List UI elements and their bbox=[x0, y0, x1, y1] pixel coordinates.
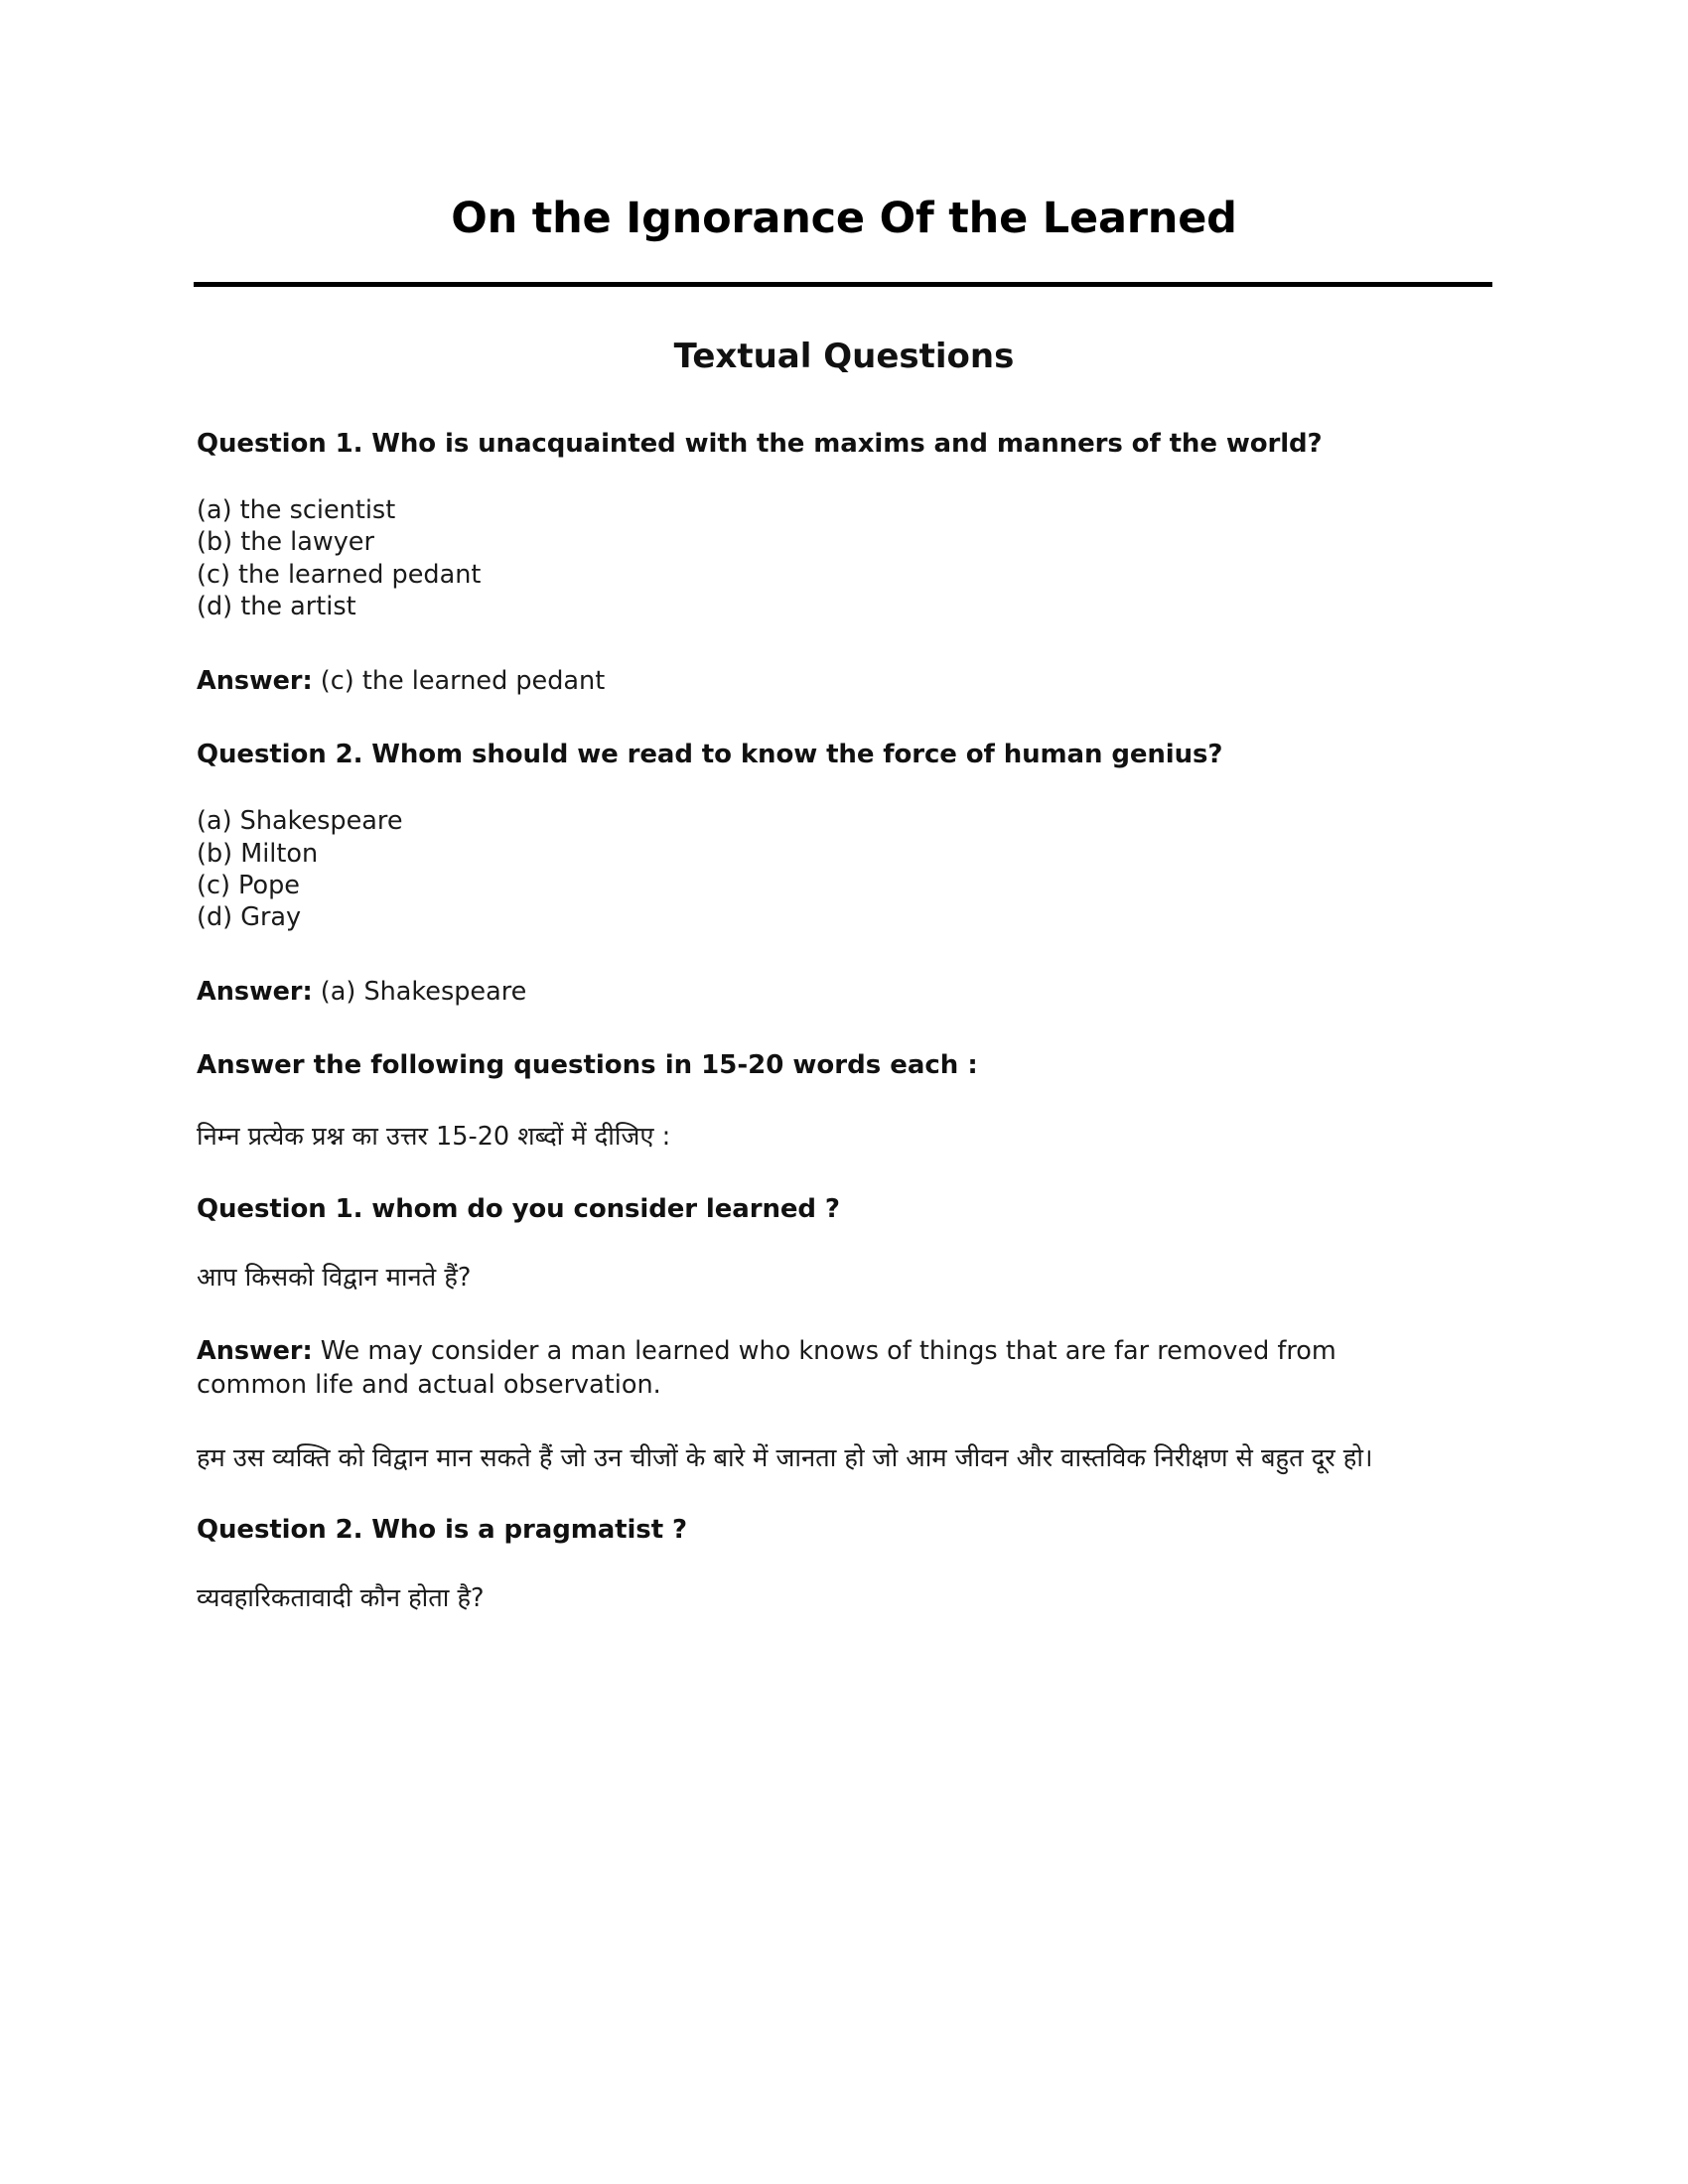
mcq-option[interactable]: (d) the artist bbox=[197, 592, 356, 622]
mcq-option[interactable]: (c) the learned pedant bbox=[197, 559, 482, 590]
mcq-option[interactable]: (a) the scientist bbox=[197, 495, 396, 525]
short-answer-question-1-hindi: आप किसको विद्वान मानते हैं? bbox=[197, 1262, 472, 1293]
short-answer-question-1-answer-hindi: हम उस व्यक्ति को विद्वान मान सकते हैं जो उन चीजों के बारे में जानता हो जो आम जीवन और वास्तविक निरीक्षण से बहुत दूर हो। bbox=[197, 1443, 1373, 1474]
mcq-question-1-heading: Question 1. Who is unacquainted with the maxims and manners of the world? bbox=[197, 429, 1323, 459]
mcq-question-2-heading: Question 2. Whom should we read to know the force of human genius? bbox=[197, 740, 1223, 770]
document-body bbox=[197, 429, 1418, 1655]
page-title: On the Ignorance Of the Learned bbox=[451, 194, 1237, 243]
short-answer-question-1-answer-english bbox=[197, 1334, 1418, 1402]
answer-value: We may consider a man learned who knows of things that are far removed from common life and actual observation. bbox=[197, 1335, 1336, 1400]
short-answer-question-2-hindi: व्यवहारिकतावादी कौन होता है? bbox=[197, 1583, 485, 1614]
mcq-question-1-options bbox=[197, 494, 1418, 623]
short-answer-question-2-heading: Question 2. Who is a pragmatist ? bbox=[197, 1515, 687, 1546]
short-answer-question-1-heading: Question 1. whom do you consider learned ? bbox=[197, 1193, 840, 1224]
answer-value: (c) the learned pedant bbox=[312, 665, 606, 696]
answer-label: Answer: bbox=[197, 665, 313, 696]
mcq-question-2-options bbox=[197, 805, 1418, 934]
answer-label: Answer: bbox=[197, 976, 313, 1007]
title-divider bbox=[194, 282, 1492, 287]
short-answer-instruction-english: Answer the following questions in 15-20 words each : bbox=[197, 1050, 978, 1081]
short-answer-instruction-hindi: निम्न प्रत्येक प्रश्न का उत्तर 15-20 शब्दों में दीजिए : bbox=[197, 1122, 671, 1153]
mcq-option[interactable]: (b) Milton bbox=[197, 838, 319, 869]
answer-value: (a) Shakespeare bbox=[312, 976, 527, 1007]
mcq-question-2-answer bbox=[197, 976, 1418, 1010]
mcq-option[interactable]: (b) the lawyer bbox=[197, 527, 374, 558]
section-heading-textual-questions: Textual Questions bbox=[673, 337, 1015, 376]
mcq-option[interactable]: (c) Pope bbox=[197, 870, 300, 900]
mcq-option[interactable]: (d) Gray bbox=[197, 902, 302, 933]
mcq-option[interactable]: (a) Shakespeare bbox=[197, 806, 403, 837]
mcq-question-1-answer bbox=[197, 665, 1418, 699]
answer-label: Answer: bbox=[197, 1335, 313, 1366]
